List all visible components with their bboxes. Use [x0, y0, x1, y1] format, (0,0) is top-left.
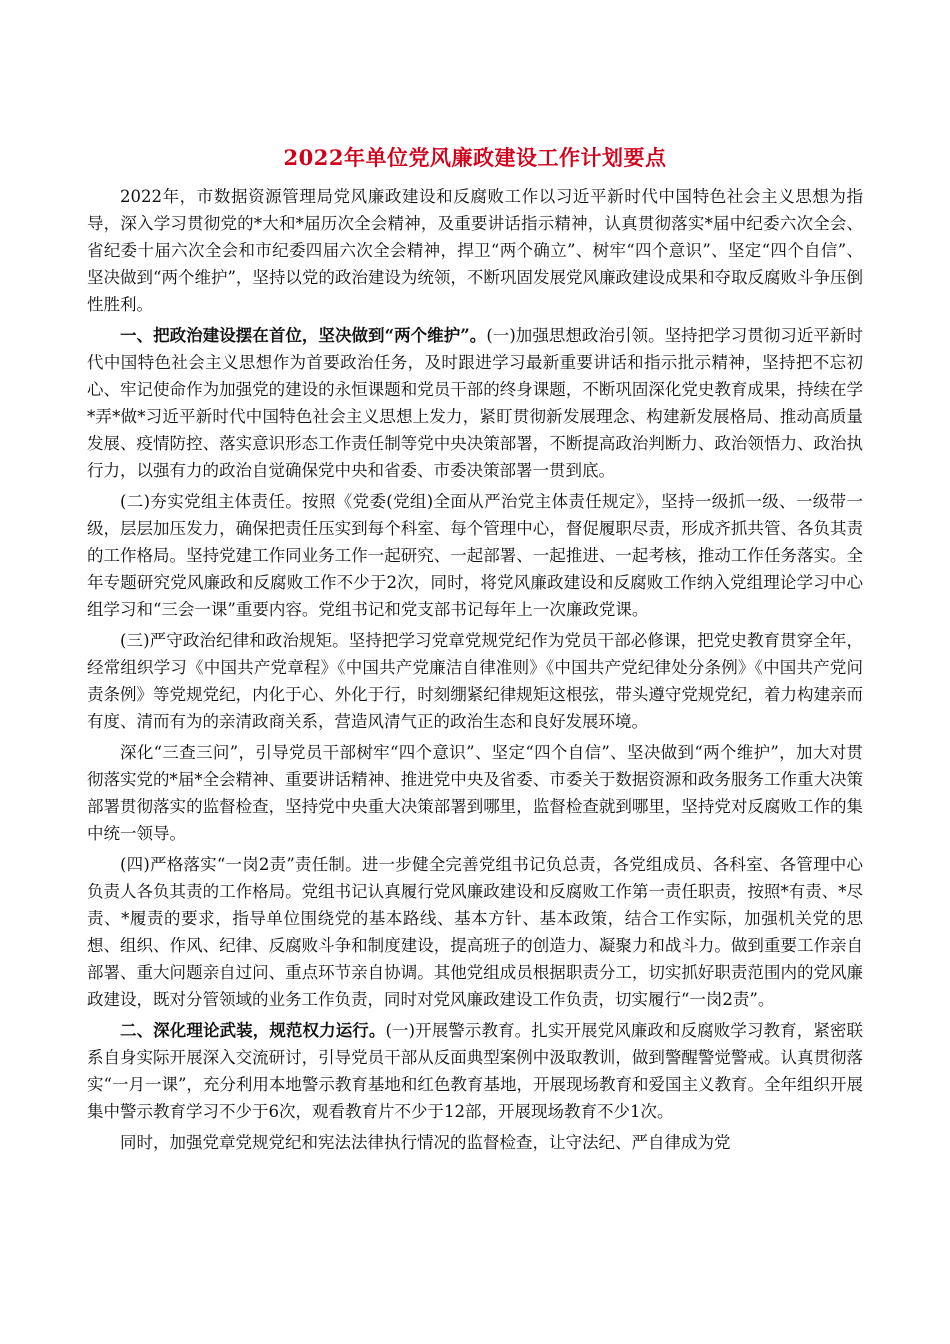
paragraph-deepen	[87, 739, 863, 847]
paragraph-text: 深化“三查三问”，引导党员干部树牢“四个意识”、坚定“四个自信”、坚决做到“两个维护”，加大对贯彻落实党的*届*全会精神、重要讲话精神、推进党中央及省委、市委关于数据资源和政务服务工作重大决策部署贯彻落实的监督检查，坚持党中央重大决策部署到哪里，监督检查就到哪里，坚持党对反腐败工作的集中统一领导。	[87, 743, 863, 843]
paragraph-item-3	[87, 627, 863, 735]
paragraph-section-2	[87, 1017, 863, 1125]
paragraph-text: 2022年，市数据资源管理局党风廉政建设和反腐败工作以习近平新时代中国特色社会主义思想为指导，深入学习贯彻党的*大和*届历次全会精神，及重要讲话指示精神，认真贯彻落实*届中纪委六次全会、省纪委十届六次全会和市纪委四届六次全会精神，捍卫“两个确立”、树牢“四个意识”、坚定“四个自信”、坚决做到“两个维护”，坚持以党的政治建设为统领，不断巩固发展党风廉政建设成果和夺取反腐败斗争压倒性胜利。	[87, 187, 863, 314]
section-heading: 一、把政治建设摆在首位，坚决做到“两个维护”。	[120, 326, 487, 345]
document-body	[87, 183, 863, 1156]
paragraph-text: 同时，加强党章党规党纪和宪法法律执行情况的监督检查，让守法纪、严自律成为党	[120, 1133, 731, 1152]
paragraph-text: (一)加强思想政治引领。坚持把学习贯彻习近平新时代中国特色社会主义思想作为首要政治任务，及时跟进学习最新重要讲话和指示批示精神，坚持把不忘初心、牢记使命作为加强党的建设的永恒课题和党员干部的终身课题，不断巩固深化党史教育成果，持续在学*弄*做*习近平新时代中国特色社会主义思想上发力，紧盯贯彻新发展理念、构建新发展格局、推动高质量发展、疫情防控、落实意识形态工作责任制等党中央决策部署，不断提高政治判断力、政治领悟力、政治执行力，以强有力的政治自觉确保党中央和省委、市委决策部署一贯到底。	[87, 326, 864, 480]
paragraph-item-2	[87, 488, 863, 623]
paragraph-intro	[87, 183, 863, 318]
paragraph-item-4	[87, 851, 863, 1013]
paragraph-section-1	[87, 322, 863, 484]
paragraph-text: (四)严格落实“一岗2责”责任制。进一步健全完善党组书记负总责，各党组成员、各科室、各管理中心负责人各负其责的工作格局。党组书记认真履行党风廉政建设和反腐败工作第一责任职责，按照*有责、*尽责、*履责的要求，指导单位围绕党的基本路线、基本方针、基本政策，结合工作实际，加强机关党的思想、组织、作风、纪律、反腐败斗争和制度建设，提高班子的创造力、凝聚力和战斗力。做到重要工作亲自部署、重大问题亲自过问、重点环节亲自协调。其他党组成员根据职责分工，切实抓好职责范围内的党风廉政建设，既对分管领域的业务工作负责，同时对党风廉政建设工作负责，切实履行“一岗2责”。	[87, 855, 863, 1009]
paragraph-continued	[87, 1129, 863, 1156]
paragraph-text: (二)夯实党组主体责任。按照《党委(党组)全面从严治党主体责任规定》，坚持一级抓一级、一级带一级，层层加压发力，确保把责任压实到每个科室、每个管理中心，督促履职尽责，形成齐抓共管、各负其责的工作格局。坚持党建工作同业务工作一起研究、一起部署、一起推进、一起考核，推动工作任务落实。全年专题研究党风廉政和反腐败工作不少于2次，同时，将党风廉政建设和反腐败工作纳入党组理论学习中心组学习和“三会一课”重要内容。党组书记和党支部书记每年上一次廉政党课。	[87, 492, 863, 619]
document-title: 2022年单位党风廉政建设工作计划要点	[283, 145, 667, 170]
paragraph-text: (三)严守政治纪律和政治规矩。坚持把学习党章党规党纪作为党员干部必修课，把党史教育贯穿全年，经常组织学习《中国共产党章程》《中国共产党廉洁自律准则》《中国共产党纪律处分条例》《中国共产党问责条例》等党规党纪，内化于心、外化于行，时刻绷紧纪律规矩这根弦，带头遵守党规党纪，着力构建亲而有度、清而有为的亲清政商关系，营造风清气正的政治生态和良好发展环境。	[87, 631, 863, 731]
section-heading: 二、深化理论武装，规范权力运行。	[120, 1021, 386, 1040]
paragraph-text: (一)开展警示教育。扎实开展党风廉政和反腐败学习教育，紧密联系自身实际开展深入交流研讨，引导党员干部从反面典型案例中汲取教训，做到警醒警觉警戒。认真贯彻落实“一月一课”，充分利用本地警示教育基地和红色教育基地，开展现场教育和爱国主义教育。全年组织开展集中警示教育学习不少于6次，观看教育片不少于12部，开展现场教育不少1次。	[87, 1021, 864, 1121]
